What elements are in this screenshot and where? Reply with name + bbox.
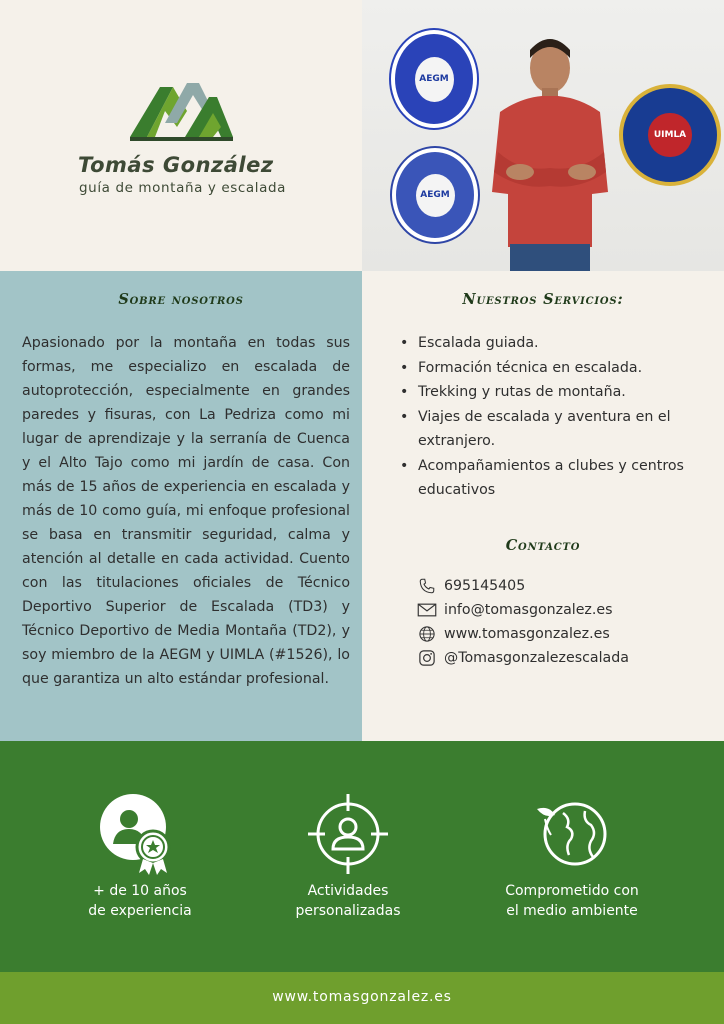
footer-url-link[interactable]: www.tomasgonzalez.es (272, 989, 452, 1005)
mail-icon (416, 599, 438, 621)
photo-panel (362, 0, 724, 271)
contact-email[interactable] (416, 598, 716, 622)
mountain-logo-icon (125, 75, 235, 145)
globe-icon (416, 623, 438, 645)
services-list (418, 331, 718, 503)
phone-text: 695145405 (444, 578, 526, 594)
contact-title: Contacto (505, 537, 581, 554)
target-person-icon (303, 789, 393, 879)
header-section (0, 0, 724, 271)
feature-personalized-text (248, 881, 448, 921)
aegm-badge (392, 148, 478, 242)
phone-icon (416, 575, 438, 597)
list-item: • Formación técnica en escalada. (400, 356, 718, 381)
aegm-badge-label: AEGM (416, 174, 455, 217)
about-title: Sobre nosotros (118, 291, 244, 308)
feature-environment-text (472, 881, 672, 921)
email-text: info@tomasgonzalez.es (444, 602, 613, 618)
feature-experience-text (40, 881, 240, 921)
list-item: • Escalada guiada. (400, 331, 718, 356)
feature-experience-line1: + de 10 años (93, 883, 187, 899)
features-band (0, 741, 724, 972)
uimla-badge (619, 84, 721, 186)
feature-experience-line2: de experiencia (88, 903, 192, 919)
instagram-text: @Tomasgonzalezescalada (444, 650, 629, 666)
brand-tagline: guía de montaña y escalada (79, 180, 287, 196)
contact-phone[interactable] (416, 574, 716, 598)
feature-personalized-line2: personalizadas (295, 903, 401, 919)
uimla-badge-label: UIMLA (648, 113, 691, 156)
globe-leaf-icon (527, 789, 617, 879)
contact-instagram[interactable] (416, 646, 716, 670)
brand-panel (0, 0, 362, 271)
list-item: • Viajes de escalada y aventura en el extranjero. (400, 405, 718, 454)
contact-web[interactable] (416, 622, 716, 646)
footer-bar (0, 972, 724, 1024)
tecnico-badge-label: AEGM (415, 57, 454, 102)
services-section (362, 271, 724, 741)
feature-environment-line2: el medio ambiente (506, 903, 638, 919)
about-text: Apasionado por la montaña en todas sus formas, me especializo en escalada de autoprotección, especialmente en grandes paredes y fisuras, con La Pedriza como mi lugar de aprendizaje y la serranía de Cuenca y el Alto Tajo como mi jardín de casa. Con más de 15 años de experiencia en escalada y más de 10 como guía, mi enfoque profesional se basa en transmitir seguridad, calma y atención al detalle en cada actividad. Cuento con las titulaciones oficiales de Técnico Deportivo Superior de Escalada (TD3) y Técnico Deportivo de Media Montaña (TD2), y soy miembro de la AEGM y UIMLA (#1526), lo que garantiza un alto estándar profesional. (22, 335, 350, 687)
brand-name: Tomás González (78, 153, 274, 177)
feature-environment-line1: Comprometido con (505, 883, 639, 899)
tecnico-deportivo-badge (391, 30, 477, 128)
list-item: • Acompañamientos a clubes y centros educativos (400, 454, 718, 503)
about-section (0, 271, 362, 741)
feature-personalized-line1: Actividades (307, 883, 389, 899)
experience-award-icon (95, 789, 185, 879)
services-title: Nuestros Servicios: (462, 291, 624, 308)
list-item: • Trekking y rutas de montaña. (400, 380, 718, 405)
instagram-icon (416, 647, 438, 669)
web-text: www.tomasgonzalez.es (444, 626, 610, 642)
guide-photo (480, 22, 620, 271)
contact-list (416, 574, 716, 670)
